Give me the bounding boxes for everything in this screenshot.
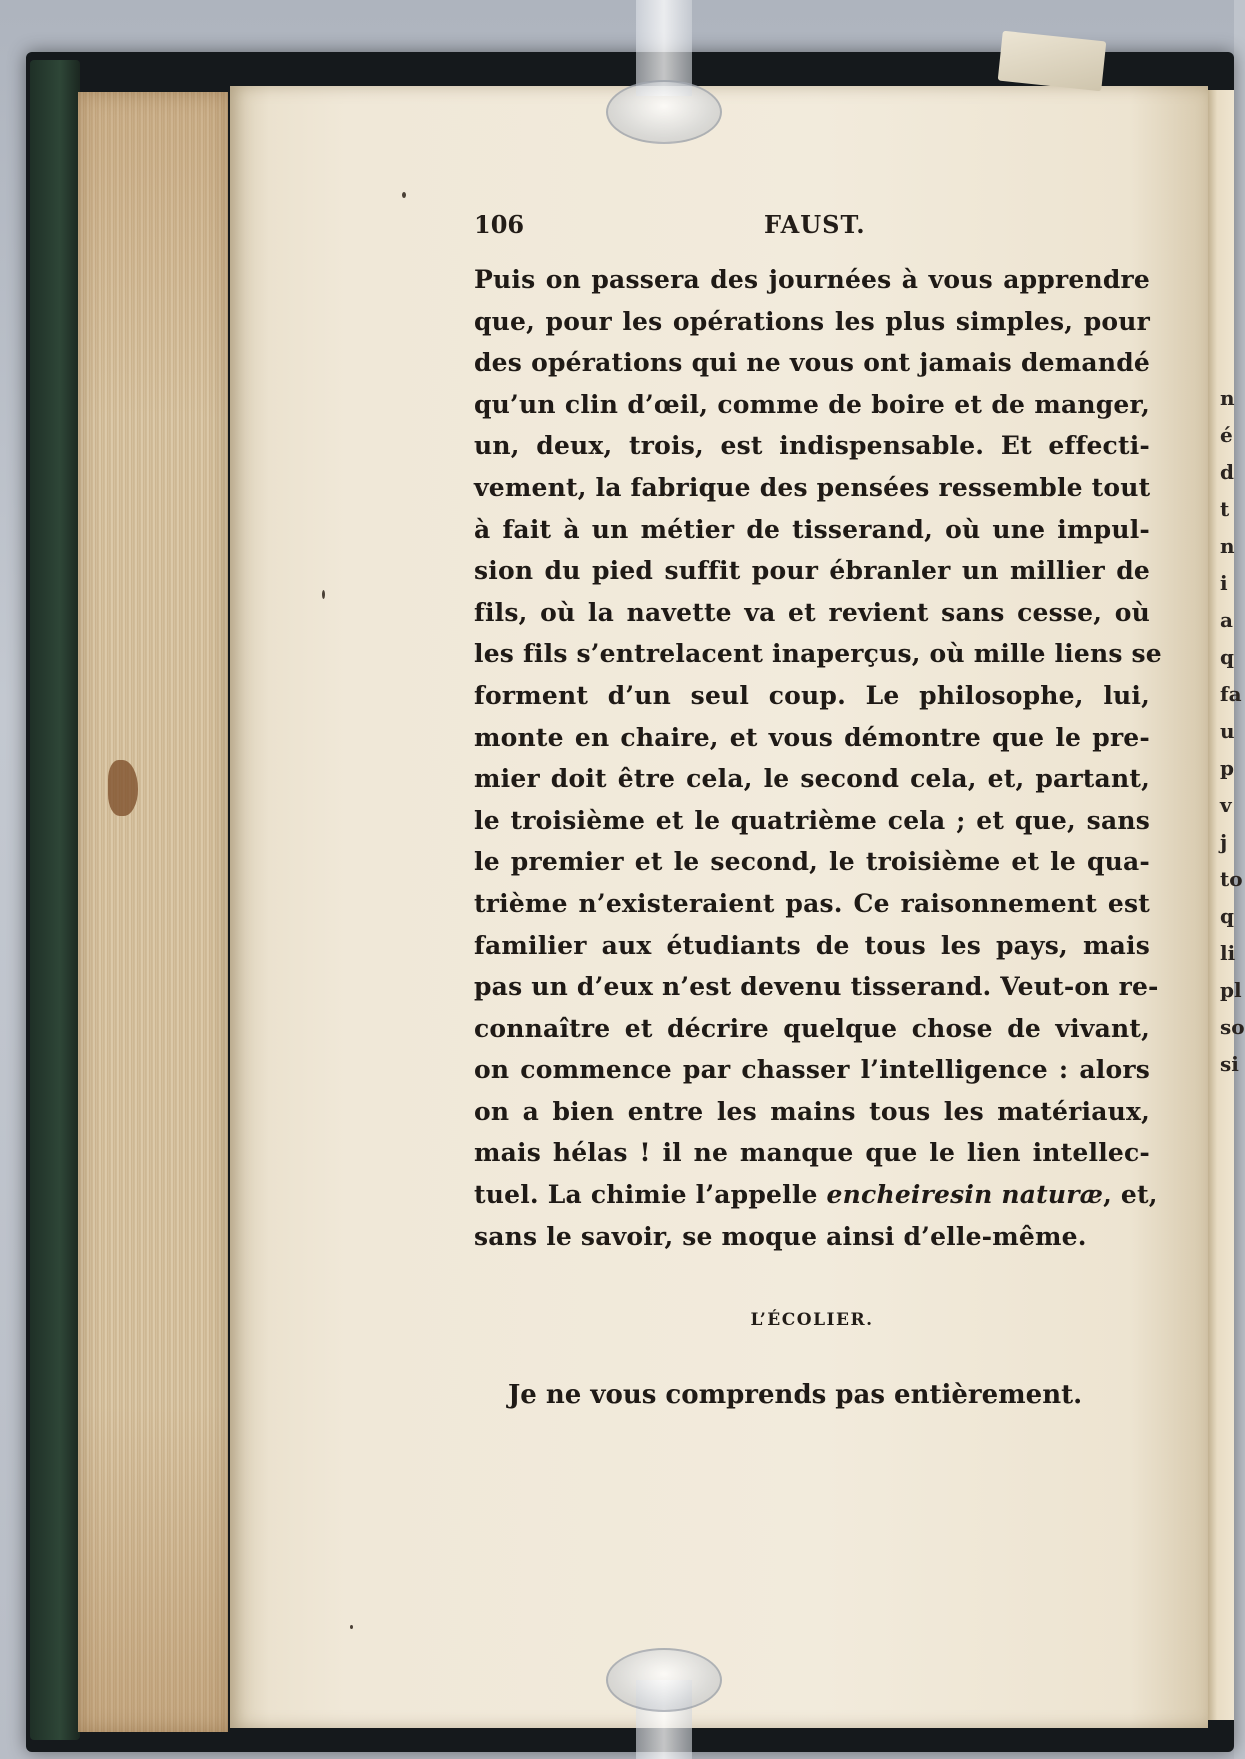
facing-page-glyph: q (1220, 645, 1234, 669)
facing-page-glyph: n (1220, 534, 1235, 558)
text-line: pas un d’eux n’est devenu tisserand. Veut-on re- (474, 972, 1159, 1002)
text-line: on a bien entre les mains tous les matériaux, (474, 1096, 1150, 1126)
paper-speck (402, 192, 406, 198)
text-line: un, deux, trois, est indispensable. Et effecti- (474, 431, 1150, 461)
text-line: qu’un clin d’œil, comme de boire et de manger, (474, 389, 1150, 419)
facing-page-text (1220, 380, 1245, 1083)
text-line: fils, où la navette va et revient sans cesse, où (474, 597, 1150, 627)
text-line: le premier et le second, le troisième et le qua- (474, 847, 1150, 877)
text-line: familier aux étudiants de tous les pays, mais (474, 930, 1150, 960)
facing-page-glyph: é (1220, 423, 1233, 447)
text-line: monte en chaire, et vous démontre que le pre- (474, 722, 1150, 752)
facing-page-glyph: pl (1220, 978, 1242, 1002)
text-line: vement, la fabrique des pensées ressemble tout (474, 472, 1151, 502)
facing-page-glyph: n (1220, 386, 1235, 410)
facing-page-glyph: to (1220, 867, 1243, 891)
running-head (474, 210, 1150, 244)
paper-tab (998, 31, 1107, 92)
body-paragraph (474, 259, 1162, 1257)
speaker-heading: L’ÉCOLIER. (750, 1310, 874, 1330)
facing-page-glyph: t (1220, 497, 1230, 521)
facing-page-glyph: q (1220, 904, 1234, 928)
text-line: le troisième et le quatrième cela ; et que, sans (474, 805, 1150, 835)
text-line: des opérations qui ne vous ont jamais demandé (474, 348, 1150, 378)
facing-page-glyph: u (1220, 719, 1235, 743)
facing-page-glyph: p (1220, 756, 1234, 780)
page-tear (108, 760, 138, 816)
text-line: connaître et décrire quelque chose de vivant, (474, 1013, 1150, 1043)
cover-spine-edge (30, 60, 80, 1740)
paper-speck (322, 590, 325, 599)
page-clip-top (606, 80, 722, 144)
facing-page-glyph: fa (1220, 682, 1242, 706)
text-line: mier doit être cela, le second cela, et, partant, (474, 764, 1150, 794)
running-title: FAUST. (764, 210, 866, 239)
text-line: trième n’existeraient pas. Ce raisonnement est (474, 888, 1150, 918)
text-line: Puis on passera des journées à vous apprendre (474, 265, 1150, 294)
latin-phrase: encheiresin naturæ (826, 1180, 1104, 1210)
text-line: les fils s’entrelacent inaperçus, où mille liens se (474, 639, 1162, 669)
text-line: tuel. La chimie l’appelle encheiresin naturæ, et, (474, 1180, 1158, 1210)
facing-page-glyph: i (1220, 571, 1228, 595)
page-block-edges (78, 92, 228, 1732)
facing-page-glyph: a (1220, 608, 1233, 632)
facing-page-glyph: j (1220, 830, 1228, 854)
facing-page-glyph: so (1220, 1015, 1245, 1039)
text-line: mais hélas ! il ne manque que le lien intellec- (474, 1138, 1150, 1168)
paper-speck (350, 1625, 353, 1629)
text-line: sans le savoir, se moque ainsi d’elle-même. (474, 1221, 1087, 1251)
text-line: sion du pied suffit pour ébranler un millier de (474, 556, 1150, 586)
text-line: à fait à un métier de tisserand, où une impul- (474, 514, 1150, 544)
page-number: 106 (474, 210, 525, 239)
text-line: forment d’un seul coup. Le philosophe, lui, (474, 680, 1150, 710)
facing-page-glyph: li (1220, 941, 1236, 965)
facing-page-glyph: d (1220, 460, 1234, 484)
page-clip-bottom (606, 1648, 722, 1712)
facing-page-glyph: si (1220, 1052, 1239, 1076)
text-line: on commence par chasser l’intelligence : alors (474, 1055, 1150, 1085)
text-line: que, pour les opérations les plus simples, pour (474, 306, 1150, 336)
facing-page-glyph: v (1220, 793, 1232, 817)
